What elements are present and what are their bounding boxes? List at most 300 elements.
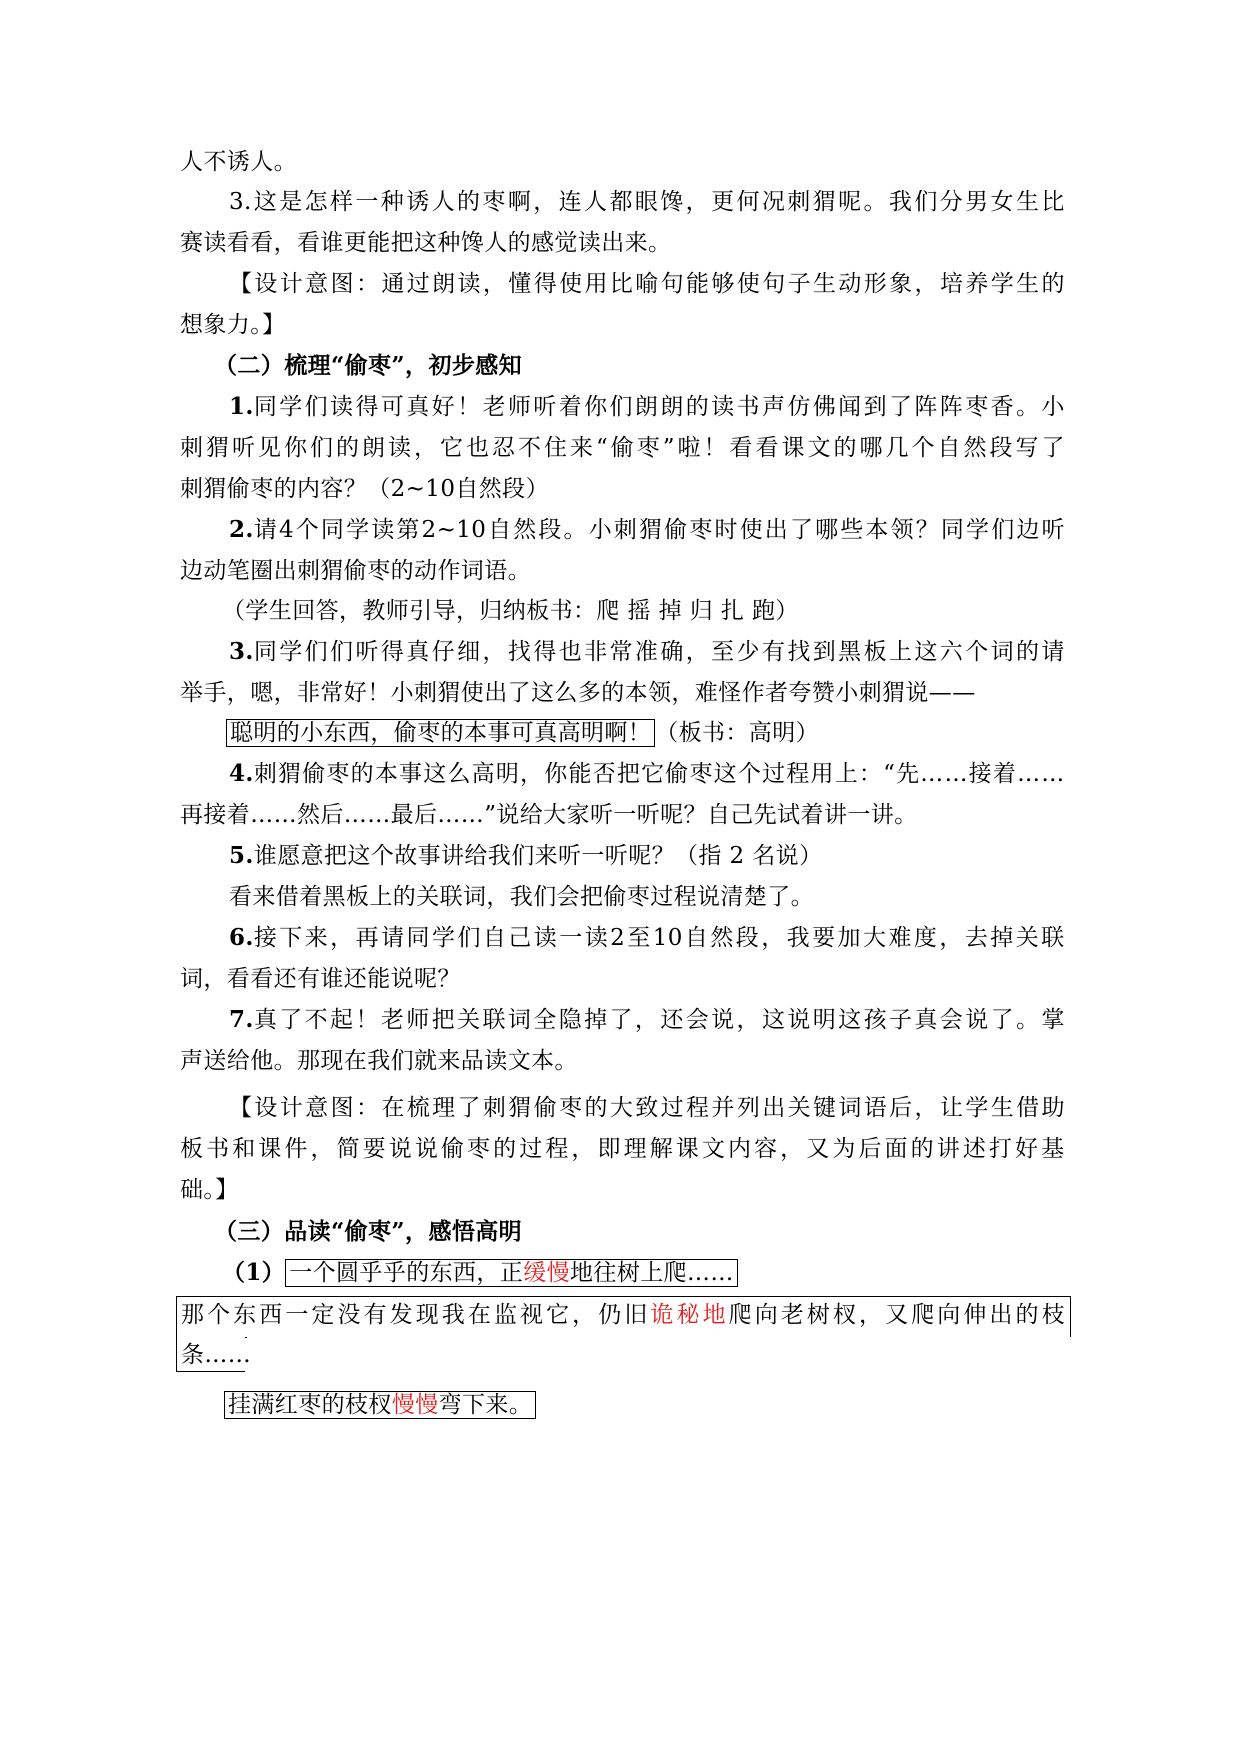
text-glyph: … — [1017, 761, 1041, 787]
text-glyph: 本 — [374, 761, 399, 787]
paragraph-line: 看来借着黑板上的关联词，我们会把偷枣过程说清楚了。 — [229, 884, 814, 910]
text-glyph: 都 — [609, 189, 633, 215]
text-glyph: 哪 — [859, 435, 883, 461]
text-glyph: 馋 — [660, 189, 684, 215]
text-glyph: 过 — [406, 271, 431, 297]
text-glyph: 刺 — [613, 517, 638, 543]
text-glyph: 边 — [1016, 517, 1040, 543]
text-glyph: 这 — [423, 761, 447, 787]
text-glyph: ” — [662, 435, 675, 461]
text-glyph: 大 — [609, 1095, 634, 1121]
text-glyph: 自 — [488, 517, 512, 543]
text-glyph: 计 — [279, 271, 304, 297]
text-glyph: 连 — [558, 189, 583, 215]
text-glyph: 。 — [1016, 394, 1040, 420]
text-glyph: 们 — [304, 639, 329, 665]
text-glyph: 图 — [330, 271, 354, 297]
text-glyph: 黑 — [838, 639, 862, 665]
text-glyph: 了 — [990, 1007, 1014, 1033]
text-glyph: 课 — [675, 1136, 700, 1162]
text-glyph: ， — [310, 1136, 334, 1162]
text-glyph: 见 — [258, 435, 282, 461]
text-glyph: 们 — [609, 394, 633, 420]
text-glyph: 们 — [330, 639, 354, 665]
text-glyph: 们 — [457, 925, 481, 951]
text-glyph: 朗 — [362, 435, 386, 461]
text-glyph: 至 — [711, 639, 735, 665]
text-glyph: 伸 — [963, 1302, 987, 1328]
text-glyph: 学 — [965, 1095, 989, 1121]
text-glyph: 联 — [1041, 925, 1065, 951]
text-glyph: 住 — [544, 435, 568, 461]
text-glyph: 难 — [888, 925, 912, 951]
text-glyph: 到 — [812, 639, 837, 665]
text-glyph: 杈 — [832, 1302, 857, 1328]
text-glyph: 动 — [838, 271, 862, 297]
text-glyph: 同 — [406, 925, 430, 951]
text-glyph: 的 — [1041, 271, 1065, 297]
text-glyph: 读 — [533, 925, 558, 951]
text-glyph: 看 — [729, 435, 753, 461]
text-glyph: 接 — [253, 925, 278, 951]
text-glyph: 联 — [482, 1007, 506, 1033]
text-glyph: 同 — [253, 394, 278, 420]
text-glyph: 基 — [1041, 1136, 1065, 1162]
text-glyph: 听 — [533, 394, 557, 420]
text-glyph: 也 — [558, 639, 583, 665]
text-glyph: 象 — [889, 271, 913, 297]
text-glyph: 课 — [781, 435, 805, 461]
text-glyph: 阵 — [939, 394, 964, 420]
text-glyph: 读 — [457, 271, 481, 297]
text-glyph: 小 — [1041, 394, 1065, 420]
text-glyph: ， — [482, 271, 507, 297]
text-glyph: 培 — [939, 271, 964, 297]
text-glyph: 4 — [278, 517, 295, 543]
text-glyph: 偷 — [533, 1095, 558, 1121]
text-glyph: 下 — [279, 925, 303, 951]
text-glyph: 设 — [254, 1095, 278, 1121]
text-glyph: ， — [939, 925, 963, 951]
text-glyph: 好 — [431, 394, 456, 420]
text-glyph: 喻 — [635, 271, 659, 297]
text-glyph: 程 — [786, 761, 810, 787]
text-glyph: 【 — [229, 1095, 253, 1121]
text-glyph: 梳 — [406, 1095, 431, 1121]
text-glyph: 加 — [837, 925, 861, 951]
text-glyph: 少 — [736, 639, 760, 665]
text-glyph: 读 — [388, 435, 412, 461]
text-glyph: 意 — [305, 1095, 329, 1121]
text-glyph: 句 — [762, 271, 786, 297]
paragraph-line — [229, 758, 1065, 790]
paragraph-line — [180, 432, 1065, 464]
text-glyph: 懂 — [508, 271, 532, 297]
text-glyph: 能 — [568, 761, 592, 787]
text-glyph: 朗 — [660, 394, 684, 420]
text-glyph: 了 — [1041, 435, 1065, 461]
text-glyph: 借 — [1016, 1095, 1040, 1121]
text-glyph: 几 — [885, 435, 909, 461]
text-glyph: 看 — [755, 435, 779, 461]
text-glyph: ， — [859, 1302, 883, 1328]
text-glyph: 女 — [990, 189, 1014, 215]
text-glyph: 猬 — [639, 517, 663, 543]
paragraph-line: 边动笔圈出刺猬偷枣的动作词语。 — [180, 558, 531, 584]
text-glyph: 着 — [992, 761, 1017, 787]
text-glyph: 非 — [584, 639, 608, 665]
text-glyph: 诱 — [406, 189, 430, 215]
text-glyph: 关 — [787, 1095, 811, 1121]
text-glyph: 了 — [789, 517, 814, 543]
text-glyph: 了 — [279, 1007, 303, 1033]
text-glyph: 猬 — [508, 1095, 532, 1121]
text-glyph: 些 — [840, 517, 864, 543]
text-glyph: 让 — [939, 1095, 964, 1121]
text-glyph: 枣 — [689, 761, 713, 787]
text-glyph: 要 — [812, 925, 836, 951]
text-glyph: 领 — [890, 517, 914, 543]
text-glyph: 树 — [806, 1302, 831, 1328]
text-glyph: 的 — [1015, 1302, 1039, 1328]
text-glyph: 同 — [940, 517, 965, 543]
text-glyph: 课 — [258, 1136, 282, 1162]
text-glyph: 不 — [304, 1007, 329, 1033]
text-glyph: 内 — [727, 1136, 752, 1162]
text-glyph: 学 — [431, 925, 456, 951]
text-glyph: 。 — [1016, 1007, 1040, 1033]
text-glyph: 这 — [713, 761, 738, 787]
text-glyph: 子 — [888, 1007, 913, 1033]
text-glyph: 你 — [544, 761, 568, 787]
text-glyph: 使 — [736, 271, 761, 297]
text-glyph: 真 — [406, 639, 430, 665]
excerpt-box: 挂满红枣的枝杈慢慢弯下来。 — [224, 1391, 536, 1419]
text-glyph: 第 — [396, 517, 420, 543]
text-glyph: 助 — [1041, 1095, 1065, 1121]
text-glyph: 们 — [310, 435, 334, 461]
text-glyph: 我 — [888, 189, 913, 215]
text-glyph: 词 — [838, 1095, 862, 1121]
text-glyph: 面 — [884, 1136, 908, 1162]
text-glyph: 理 — [432, 1095, 456, 1121]
text-glyph: ！ — [457, 394, 481, 420]
text-glyph: 呢 — [838, 189, 862, 215]
text-glyph: 键 — [812, 1095, 837, 1121]
text-glyph: … — [1041, 761, 1065, 787]
highlight-word: 慢慢 — [391, 1392, 439, 1418]
text-glyph: 。 — [863, 189, 887, 215]
paragraph-line: 词，看看还有谁还能说呢？ — [180, 966, 461, 992]
text-glyph: 到 — [863, 394, 887, 420]
text-glyph: ， — [571, 1136, 595, 1162]
text-glyph: 件 — [284, 1136, 308, 1162]
text-glyph: 的 — [336, 435, 360, 461]
text-glyph: 一 — [355, 189, 379, 215]
text-glyph: 枣 — [326, 761, 350, 787]
text-glyph: 学 — [346, 517, 370, 543]
text-glyph: 定 — [311, 1302, 335, 1328]
text-glyph: 本 — [865, 517, 889, 543]
text-glyph: ， — [330, 925, 354, 951]
box-corner — [245, 1337, 247, 1338]
text-glyph: 不 — [518, 435, 542, 461]
text-glyph: 。 — [563, 517, 587, 543]
text-glyph: 书 — [206, 1136, 230, 1162]
text-glyph: 能 — [686, 271, 710, 297]
text-glyph: 形 — [863, 271, 888, 297]
text-glyph: 眼 — [634, 189, 659, 215]
text-glyph: 偷 — [302, 761, 326, 787]
text-glyph: 程 — [545, 1136, 569, 1162]
text-glyph: 们 — [991, 517, 1015, 543]
text-glyph: 你 — [584, 394, 608, 420]
text-glyph: 子 — [787, 271, 811, 297]
text-glyph: 关 — [457, 1007, 481, 1033]
text-glyph: 说 — [388, 1136, 413, 1162]
paragraph-line: 人不诱人。 — [180, 149, 297, 175]
text-glyph: 们 — [304, 394, 329, 420]
text-glyph: 和 — [232, 1136, 256, 1162]
text-glyph: 的 — [584, 1095, 608, 1121]
text-glyph: 个 — [737, 761, 762, 787]
text-glyph: 生 — [990, 1095, 1015, 1121]
text-glyph: 自 — [937, 435, 961, 461]
text-glyph: 接 — [968, 761, 993, 787]
text-glyph: 人 — [431, 189, 455, 215]
text-glyph: 孩 — [863, 1007, 887, 1033]
text-glyph: … — [944, 761, 968, 787]
text-glyph: 说 — [711, 1007, 735, 1033]
text-glyph: 枣 — [482, 189, 506, 215]
text-glyph: ， — [761, 925, 785, 951]
text-glyph: 枣 — [467, 1136, 491, 1162]
text-glyph: 上 — [834, 761, 859, 787]
text-glyph: 旧 — [624, 1302, 648, 1328]
text-glyph: 起 — [330, 1007, 354, 1033]
text-glyph: 至 — [627, 925, 651, 951]
text-glyph: 听 — [1041, 517, 1065, 543]
text-glyph: 句 — [660, 271, 685, 297]
text-glyph: 声 — [761, 394, 786, 420]
text-glyph: 的 — [493, 1136, 517, 1162]
list-number: 6. — [229, 924, 254, 951]
text-glyph: 那 — [181, 1302, 205, 1328]
list-number: 7. — [229, 1006, 254, 1033]
text-glyph: 得 — [380, 639, 405, 665]
text-glyph: 得 — [355, 394, 379, 420]
excerpt-box: 一个圆乎乎的东西，正缓慢地往树上爬…… — [285, 1259, 738, 1287]
text-glyph: 10 — [652, 925, 683, 951]
text-glyph: 西 — [259, 1302, 283, 1328]
text-glyph: 忍 — [492, 435, 516, 461]
text-glyph: 没 — [337, 1302, 361, 1328]
text-glyph: 用 — [810, 761, 834, 787]
text-glyph: 文 — [807, 435, 831, 461]
paragraph-line: 举手，嗯，非常好！小刺猬使出了这么多的本领，难怪作者夸赞小刺猬说—— — [180, 680, 976, 706]
text-glyph: ， — [685, 639, 710, 665]
text-glyph: 理 — [623, 1136, 647, 1162]
text-glyph: 着 — [558, 394, 583, 420]
text-glyph: 会 — [685, 1007, 710, 1033]
text-glyph: 出 — [764, 517, 789, 543]
text-glyph: 准 — [634, 639, 659, 665]
text-glyph: ， — [634, 1007, 659, 1033]
text-glyph: 么 — [447, 761, 471, 787]
text-glyph: 现 — [415, 1302, 440, 1328]
text-glyph: ： — [355, 1095, 380, 1121]
text-glyph: 学 — [966, 517, 990, 543]
paragraph-line — [229, 922, 1065, 954]
text-glyph: ， — [780, 1136, 804, 1162]
text-glyph: 3. — [229, 189, 252, 215]
highlight-glyph: 诡 — [650, 1302, 674, 1328]
text-glyph: 词 — [507, 1007, 532, 1033]
text-glyph: 【 — [229, 271, 253, 297]
text-glyph: 啊 — [507, 189, 532, 215]
text-glyph: 六 — [939, 639, 964, 665]
text-glyph: 老 — [482, 394, 506, 420]
text-glyph: 枣 — [965, 394, 989, 420]
text-glyph: 述 — [962, 1136, 987, 1162]
text-glyph: 简 — [336, 1136, 360, 1162]
section-heading: （三）品读“偷枣”，感悟高明 — [214, 1218, 523, 1245]
text-glyph: 后 — [858, 1136, 882, 1162]
design-intent-line: 想象力。】 — [180, 312, 286, 338]
text-glyph: 它 — [641, 761, 665, 787]
text-glyph: 然 — [513, 517, 537, 543]
text-glyph: 过 — [660, 1095, 685, 1121]
text-glyph: 猬 — [812, 189, 837, 215]
text-glyph: 阵 — [914, 394, 938, 420]
text-glyph: 读 — [584, 925, 609, 951]
text-glyph: 听 — [232, 435, 256, 461]
text-glyph: 书 — [736, 394, 760, 420]
text-glyph: 要 — [362, 1136, 387, 1162]
text-glyph: 了 — [888, 394, 913, 420]
text-glyph: 关 — [1015, 925, 1040, 951]
box-mask — [245, 1337, 1073, 1374]
text-glyph: 这 — [253, 189, 278, 215]
text-glyph: … — [920, 761, 944, 787]
text-glyph: 刺 — [482, 1095, 507, 1121]
text-glyph: 否 — [592, 761, 617, 787]
text-glyph: 分 — [939, 189, 964, 215]
text-glyph: 比 — [1041, 189, 1065, 215]
text-glyph: 它 — [440, 435, 464, 461]
text-glyph: 我 — [441, 1302, 466, 1328]
text-glyph: 的 — [910, 1136, 935, 1162]
text-glyph: 偷 — [665, 761, 689, 787]
text-glyph: 上 — [888, 639, 913, 665]
text-glyph: 怎 — [304, 189, 328, 215]
text-glyph: 我 — [786, 925, 811, 951]
text-glyph: 读 — [371, 517, 395, 543]
text-glyph: 学 — [990, 271, 1015, 297]
text-glyph: “ — [596, 435, 609, 461]
text-glyph: 学 — [279, 639, 303, 665]
text-glyph: 人 — [584, 189, 608, 215]
text-glyph: 听 — [355, 639, 379, 665]
highlight-word: 缓慢 — [523, 1260, 571, 1286]
excerpt-line — [181, 1299, 1065, 1331]
text-glyph: 了 — [457, 1095, 481, 1121]
text-glyph: 爬 — [911, 1302, 935, 1328]
text-glyph: 请 — [1041, 639, 1065, 665]
text-glyph: 事 — [399, 761, 423, 787]
text-glyph: 有 — [363, 1302, 387, 1328]
text-glyph: 老 — [380, 1007, 405, 1033]
text-glyph: 在 — [467, 1302, 492, 1328]
text-glyph: 种 — [380, 189, 405, 215]
excerpt-line — [224, 1389, 536, 1421]
text-glyph: 全 — [533, 1007, 557, 1033]
text-glyph: 致 — [635, 1095, 659, 1121]
text-glyph: ， — [520, 761, 544, 787]
paragraph-line — [229, 1004, 1065, 1036]
text-glyph: 生 — [812, 271, 837, 297]
text-glyph: 偷 — [440, 1136, 465, 1162]
text-glyph: 也 — [466, 435, 490, 461]
text-glyph: 况 — [761, 189, 786, 215]
list-number: 1. — [229, 393, 254, 420]
text-glyph: 容 — [754, 1136, 778, 1162]
paragraph-line — [229, 186, 1065, 218]
text-glyph: 仿 — [787, 394, 811, 420]
text-glyph: ， — [572, 1302, 596, 1328]
text-glyph: 监 — [493, 1302, 518, 1328]
text-glyph: 个 — [965, 639, 989, 665]
text-glyph: 枣 — [559, 1095, 583, 1121]
text-glyph: 了 — [609, 1007, 633, 1033]
text-glyph: 设 — [254, 271, 278, 297]
text-glyph: 仔 — [431, 639, 456, 665]
quote-line: 聪明的小东西，偷枣的本事可真高明啊！ （板书：高明） — [226, 717, 819, 749]
paragraph-line — [229, 636, 1065, 668]
text-glyph: 掉 — [990, 925, 1014, 951]
text-glyph: 打 — [988, 1136, 1013, 1162]
paragraph-line: 声送给他。那现在我们就来品读文本。 — [180, 1048, 578, 1074]
text-glyph: 请 — [253, 517, 278, 543]
text-glyph: 得 — [533, 271, 558, 297]
section-heading: （二）梳理“偷枣”，初步感知 — [214, 352, 523, 379]
text-glyph: 说 — [787, 1007, 811, 1033]
text-glyph: 的 — [833, 435, 857, 461]
text-glyph: 比 — [609, 271, 634, 297]
text-glyph: 板 — [863, 639, 887, 665]
text-glyph: 的 — [1016, 639, 1040, 665]
text-glyph: 段 — [538, 517, 562, 543]
text-glyph: 真 — [406, 394, 430, 420]
text-glyph: 养 — [965, 271, 989, 297]
highlight-glyph: 地 — [702, 1302, 726, 1328]
text-glyph: 在 — [381, 1095, 405, 1121]
text-glyph: 真 — [914, 1007, 938, 1033]
design-intent-line — [229, 1092, 1065, 1124]
text-glyph: 视 — [520, 1302, 544, 1328]
excerpt-number: （1） — [222, 1259, 286, 1286]
text-glyph: 老 — [780, 1302, 805, 1328]
text-glyph: 一 — [285, 1302, 309, 1328]
text-glyph: 闻 — [838, 394, 862, 420]
text-glyph: 刺 — [787, 189, 811, 215]
text-glyph: 来 — [570, 435, 594, 461]
text-glyph: 的 — [350, 761, 375, 787]
text-glyph: 东 — [233, 1302, 257, 1328]
text-glyph: 自 — [684, 925, 709, 951]
design-intent-line: 础。】 — [180, 1177, 239, 1203]
text-glyph: 师 — [507, 394, 532, 420]
